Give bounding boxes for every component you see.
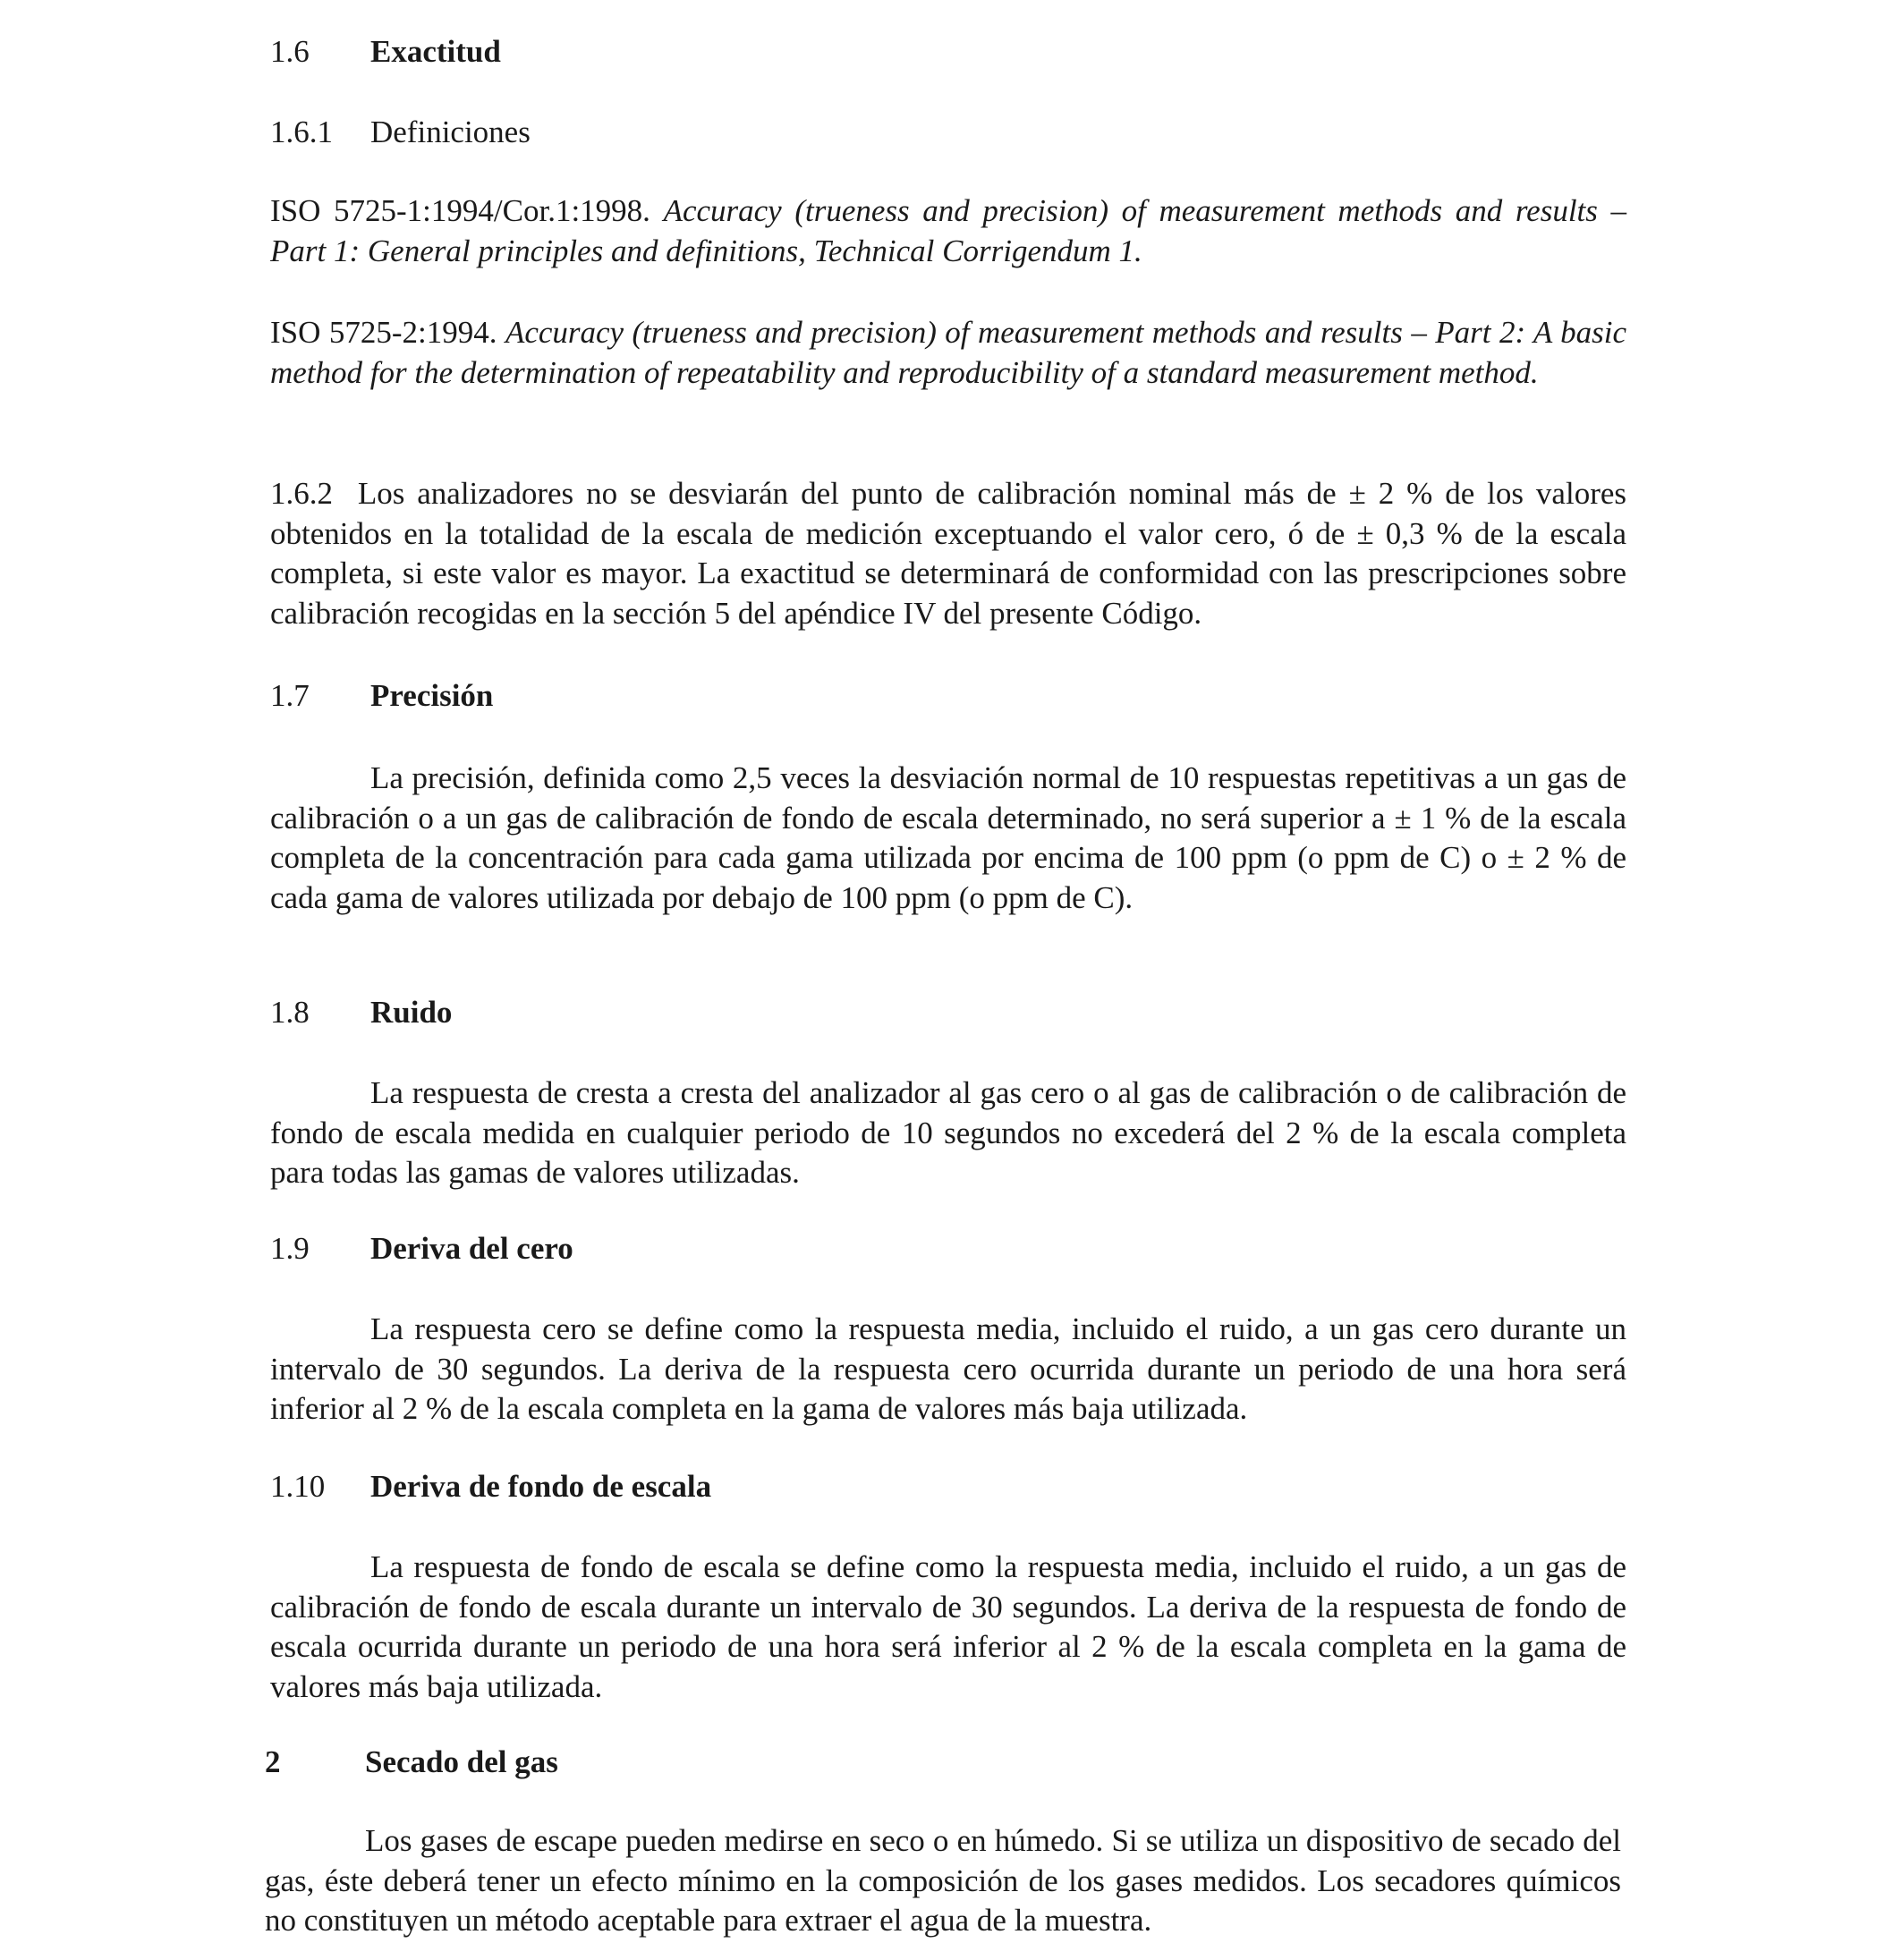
reference-iso-5725-1 bbox=[270, 191, 1626, 271]
paragraph-1-7: La precisión, definida como 2,5 veces la desviación normal de 10 respuestas repetitivas a un gas de calibración o a un gas de calibración de fondo de escala determinado, no será superior a ± 1 % de la escala completa de la concentración para cada gama utilizada por encima de 100 ppm (o ppm de C) o ± 2 % de cada gama de valores utilizada por debajo de 100 ppm (o ppm de C). bbox=[270, 760, 1626, 915]
section-title: Secado del gas bbox=[365, 1744, 558, 1779]
paragraph-1-8: La respuesta de cresta a cresta del analizador al gas cero o al gas de calibración o de calibración de fondo de escala medida en cualquier periodo de 10 segundos no excederá del 2 % de la escala completa para todas las gamas de valores utilizadas. bbox=[270, 1075, 1626, 1190]
section-number: 1.6 bbox=[270, 34, 310, 69]
section-number: 1.8 bbox=[270, 995, 310, 1030]
reference-title: Accuracy (trueness and precision) of measurement methods and results – Part 1: General principles and definitions, Technical Corrigendum 1. bbox=[270, 193, 1627, 268]
section-number: 1.7 bbox=[270, 678, 310, 713]
reference-code: ISO 5725-1:1994/Cor.1:1998. bbox=[270, 193, 650, 228]
paragraph-1-6-2 bbox=[270, 474, 1626, 633]
paragraph-1-9: La respuesta cero se define como la respuesta media, incluido el ruido, a un gas cero durante un intervalo de 30 segundos. La deriva de la respuesta cero ocurrida durante un periodo de una hora será inferior al 2 % de la escala completa en la gama de valores más baja utilizada. bbox=[270, 1311, 1626, 1426]
paragraph-2: Los gases de escape pueden medirse en seco o en húmedo. Si se utiliza un dispositivo de secado del gas, éste deberá tener un efecto mínimo en la composición de los gases medidos. Los secadores químicos no constituyen un método aceptable para extraer el agua de la muestra. bbox=[265, 1823, 1621, 1938]
paragraph-1-10: La respuesta de fondo de escala se define como la respuesta media, incluido el ruido, a un gas de calibración de fondo de escala durante un intervalo de 30 segundos. La deriva de la respuesta de fondo de escala ocurrida durante un periodo de una hora será inferior al 2 % de la escala completa en la gama de valores más baja utilizada. bbox=[270, 1549, 1626, 1704]
paragraph-text: Los analizadores no se desviarán del punto de calibración nominal más de ± 2 % de los valores obtenidos en la totalidad de la escala de medición exceptuando el valor cero, ó de ± 0,3 % de la escala completa, si este valor es mayor. La exactitud se determinará de conformidad con las prescripciones sobre calibración recogidas en la sección 5 del apéndice IV del presente Código. bbox=[270, 476, 1627, 631]
paragraph-number: 1.6.2 bbox=[270, 476, 333, 511]
section-number: 1.9 bbox=[270, 1231, 310, 1266]
section-title: Ruido bbox=[370, 995, 453, 1030]
section-title: Deriva de fondo de escala bbox=[370, 1469, 712, 1504]
section-title: Deriva del cero bbox=[370, 1231, 573, 1266]
reference-iso-5725-2 bbox=[270, 313, 1626, 393]
section-title: Exactitud bbox=[370, 34, 501, 69]
section-number: 2 bbox=[265, 1744, 281, 1779]
reference-code: ISO 5725-2:1994. bbox=[270, 315, 497, 350]
section-number: 1.6.1 bbox=[270, 115, 333, 149]
section-number: 1.10 bbox=[270, 1469, 326, 1504]
section-title: Precisión bbox=[370, 678, 494, 713]
section-title: Definiciones bbox=[370, 115, 531, 149]
reference-title: Accuracy (trueness and precision) of measurement methods and results – Part 2: A basic method for the determination of repeatability and reproducibility of a standard measurement method. bbox=[270, 315, 1627, 390]
